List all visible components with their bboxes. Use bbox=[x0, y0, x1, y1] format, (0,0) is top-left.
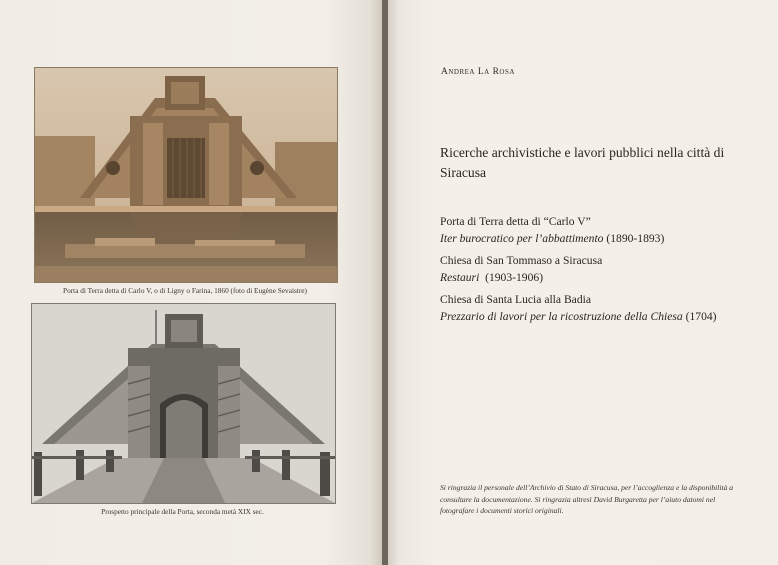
photo-top-caption: Porta di Terra detta di Carlo V, o di Ligny o Farina, 1860 (foto di Eugène Sevaistre) bbox=[63, 286, 307, 295]
acknowledgement-note: Si ringrazia il personale dell’Archivio di Stato di Siracusa, per l’accoglienza e la disponibilità a consultare la documentazione. Si ringrazia altresì David Burgaretta per l’aiuto datomi nel fotografare i documenti storici originali. bbox=[440, 483, 734, 515]
contents-entry-san-tommaso bbox=[440, 252, 760, 286]
entry-subtitle-italic: Restauri bbox=[440, 271, 480, 284]
entry-dates: (1890-1893) bbox=[603, 232, 665, 245]
entry-dates: (1704) bbox=[682, 310, 717, 323]
contents-entry-santa-lucia bbox=[440, 291, 760, 325]
entry-subtitle bbox=[440, 269, 760, 286]
entry-heading: Chiesa di San Tommaso a Siracusa bbox=[440, 254, 603, 267]
chapter-title: Ricerche archivistiche e lavori pubblici nella città di Siracusa bbox=[440, 145, 725, 180]
entry-subtitle-italic: Iter burocratico per l’abbattimento bbox=[440, 232, 604, 245]
entry-heading: Chiesa di Santa Lucia alla Badia bbox=[440, 293, 591, 306]
photo-porta-di-terra-1860 bbox=[34, 67, 338, 283]
entry-subtitle-italic: Prezzario di lavori per la ricostruzione della Chiesa bbox=[440, 310, 683, 323]
author-name: Andrea La Rosa bbox=[441, 67, 515, 77]
entry-subtitle bbox=[440, 230, 760, 247]
photo-porta-prospetto-xix bbox=[31, 303, 336, 504]
entry-heading: Porta di Terra detta di “Carlo V” bbox=[440, 215, 591, 228]
entry-dates: (1903-1906) bbox=[479, 271, 544, 284]
photo-bottom-caption: Prospetto principale della Porta, seconda metà XIX sec. bbox=[101, 507, 264, 516]
contents-list bbox=[440, 213, 760, 330]
entry-subtitle bbox=[440, 308, 760, 325]
contents-entry-porta bbox=[440, 213, 760, 247]
